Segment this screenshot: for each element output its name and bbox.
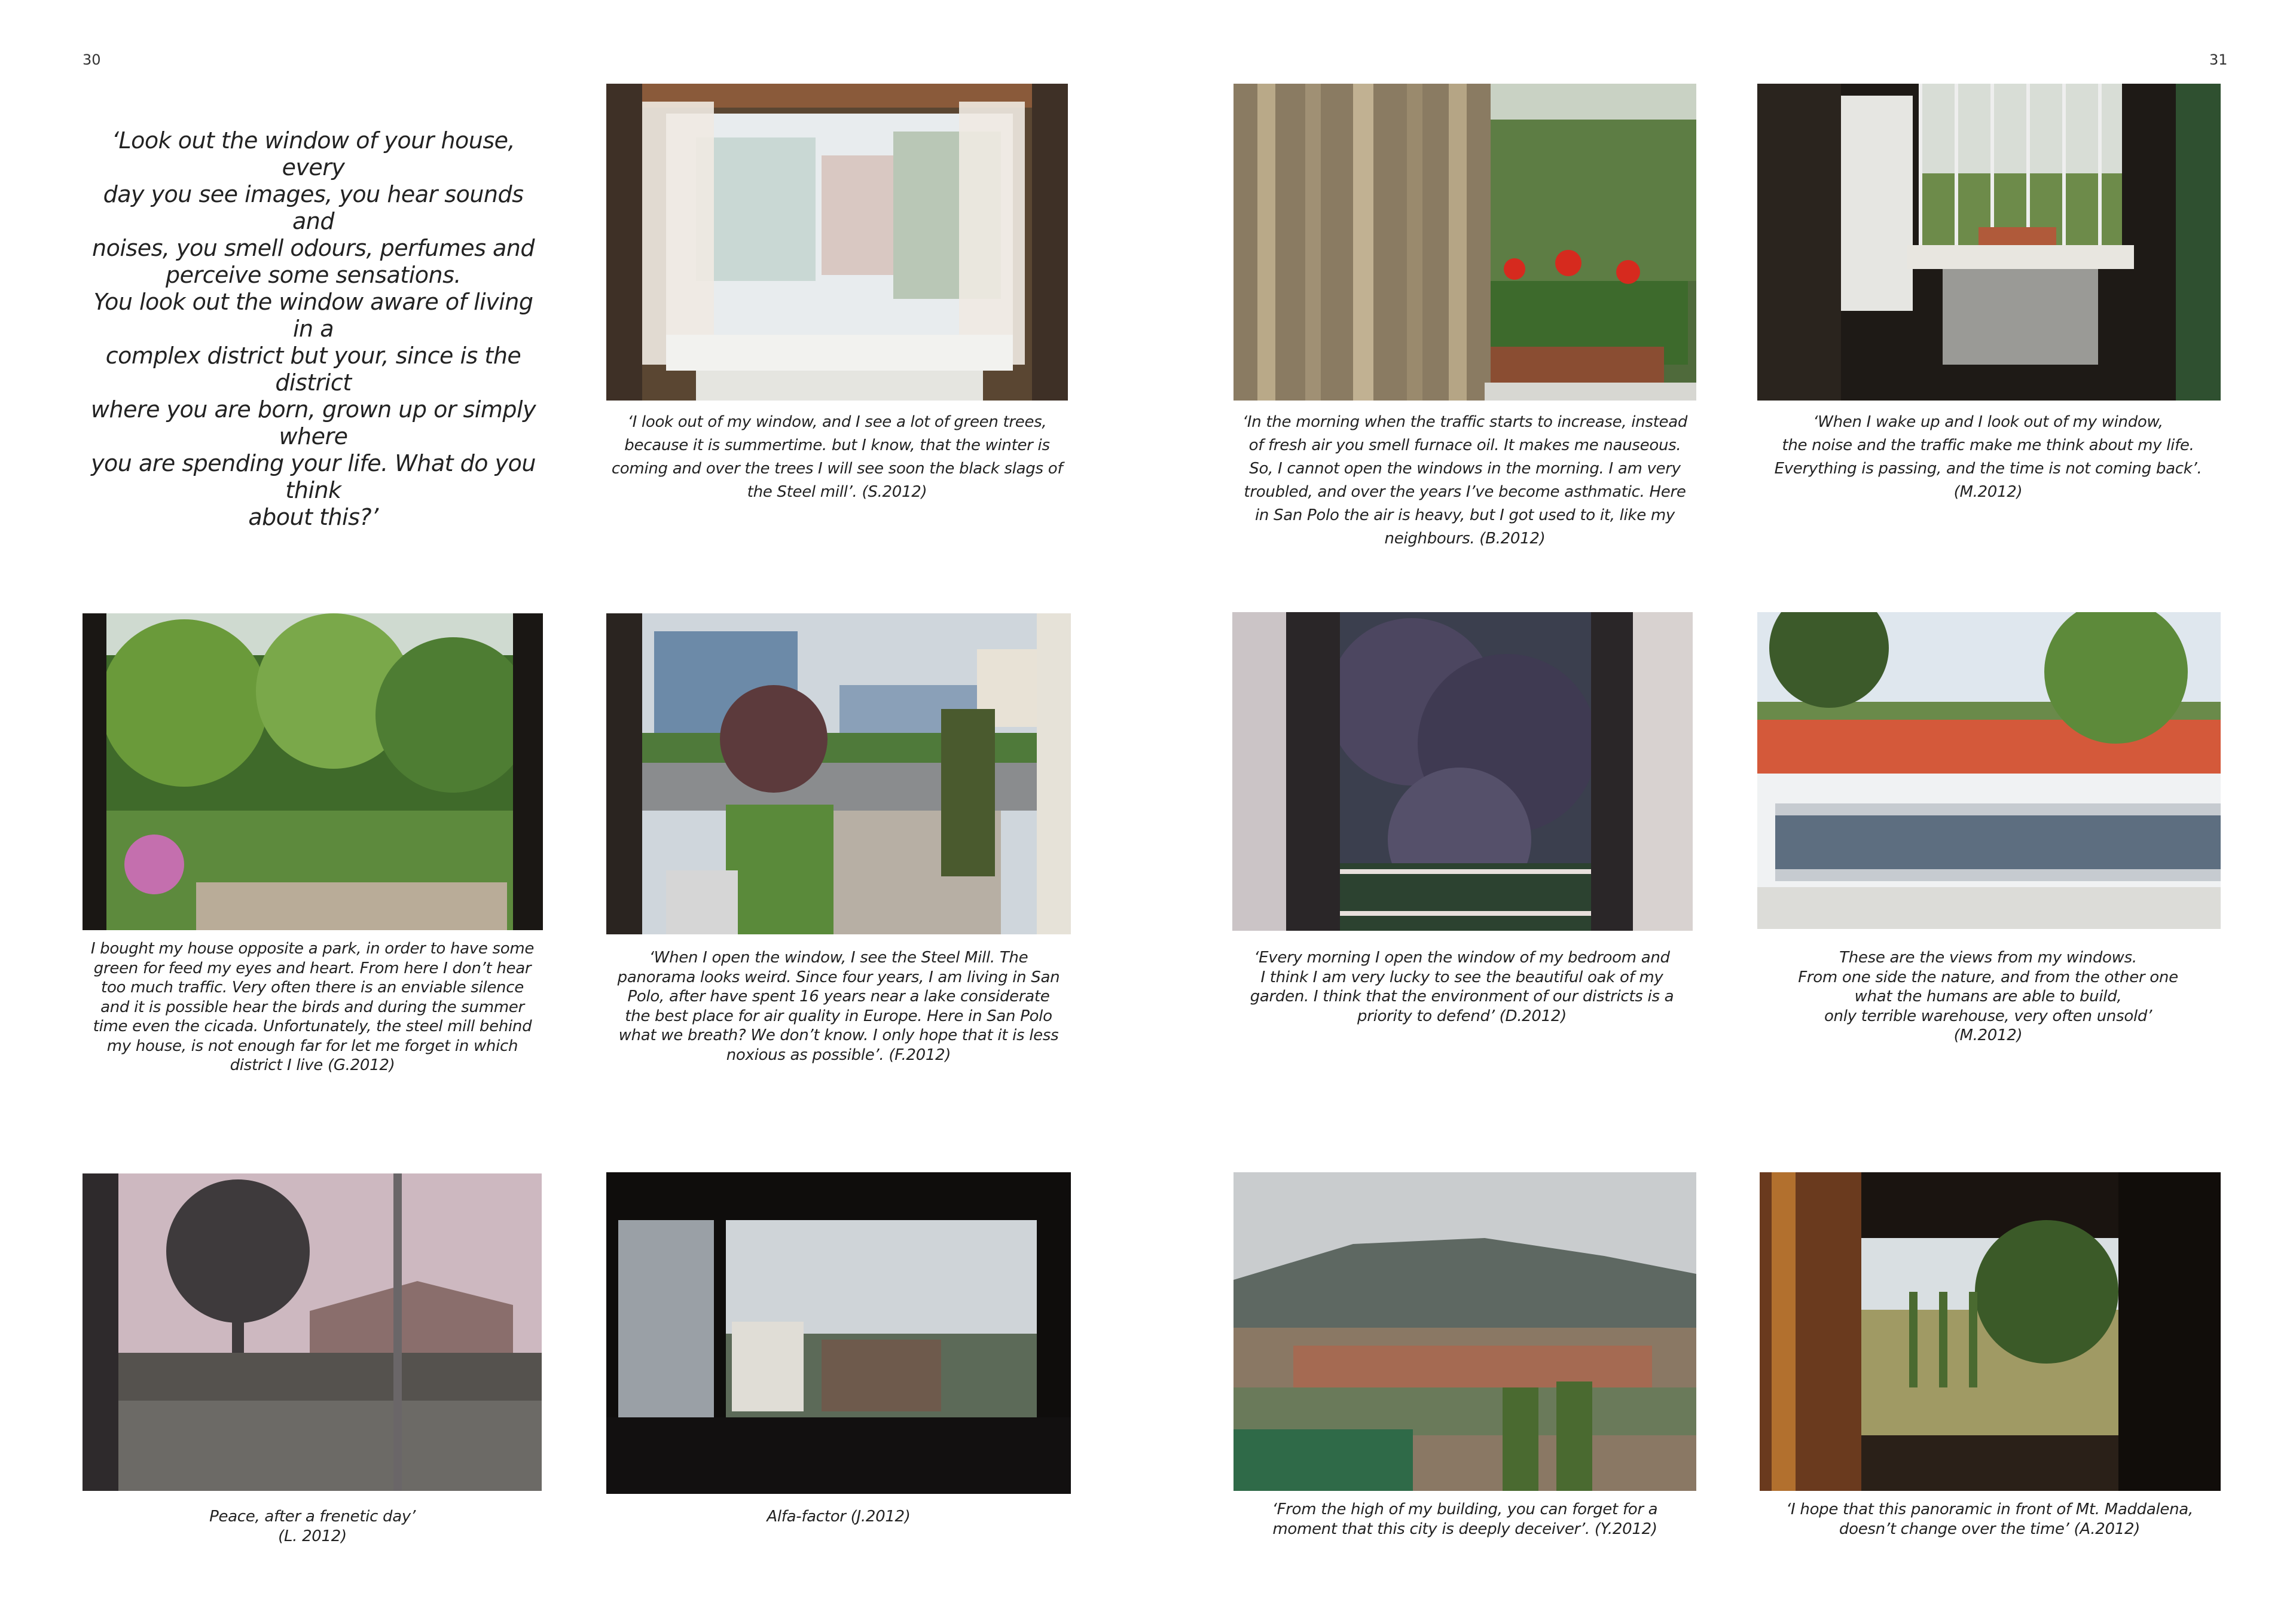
dusk-house-photo (83, 1173, 542, 1491)
caption-l2012: Peace, after a frenetic day’ (L. 2012) (209, 1508, 416, 1545)
caption-a2012: ‘I hope that this panoramic in front of Mt. Maddalena, doesn’t change over the time’ (A.2012) (1786, 1500, 2193, 1538)
park-window-photo (1760, 1172, 2221, 1491)
caption-g2012: I bought my house opposite a park, in order to have some green for feed my eyes and heart. From here I don’t hear too much traffic. Very often there is an enviable silence and it is possible hear the birds and during the summer time even the cicada. Unfortunately, the steel mill behind my house, is not enough far for let me forget in which district I live (G.2012) (90, 940, 535, 1074)
page-number-right: 31 (2209, 51, 2228, 68)
radiator-window-photo (1757, 84, 2221, 401)
caption-d2012: ‘Every morning I open the window of my bedroom and I think I am very lucky to see the beautiful oak of my garden. I think that the environment of our districts is a priority to defend’ (D.2012) (1250, 949, 1674, 1025)
caption-f2012: ‘When I open the window, I see the Steel Mill. The panorama looks weird. Since four years, I am living in San Polo, after have spent 16 years near a lake considerate the best place for air quality in Europe. Here in San Polo what we breath? We don’t know. I only hope that it is less noxious as possible’. (F.2012) (617, 949, 1060, 1064)
garden-view-photo (83, 613, 543, 930)
curtain-geranium-photo (1234, 84, 1696, 401)
caption-m2012b: These are the views from my windows. From one side the nature, and from the other one what the humans are able to build, only terrible warehouse, very often unsold’ (M.2012) (1798, 949, 2178, 1044)
dark-window-city-photo (606, 1172, 1071, 1494)
window-photo (606, 84, 1068, 401)
steel-mill-street-photo (606, 613, 1071, 934)
page-number-left: 30 (83, 51, 101, 68)
valley-aerial-photo (1234, 1172, 1696, 1491)
caption-m2012a: ‘When I wake up and I look out of my window, the noise and the traffic make me think about my life. Everything is passing, and the time is not coming back’. (M.2012) (1774, 413, 2202, 501)
caption-j2012: Alfa-factor (J.2012) (767, 1508, 911, 1526)
caption-y2012: ‘From the high of my building, you can forget for a moment that this city is deeply deceiver’. (Y.2012) (1272, 1500, 1658, 1538)
caption-s2012: ‘I look out of my window, and I see a lot of green trees, because it is summertime. but I know, that the winter is coming and over the trees I will see soon the black slags of the Steel mill’. (S.2012) (611, 413, 1063, 501)
oak-window-photo (1232, 612, 1693, 931)
caption-b2012: ‘In the morning when the traffic starts to increase, instead of fresh air you smell furnace oil. It makes me nauseous. So, I cannot open the windows in the morning. I am very troubled, and over the years I’ve become asthmatic. Here in San Polo the air is heavy, but I got used to it, like my neighbours. (B.2012) (1242, 413, 1688, 548)
intro-quote: ‘Look out the window of your house, every day you see images, you hear sounds and noises, you smell odours, perfumes and perceive some sensations. You look out the window aware of living in a complex district but your, since is the district where you are born, grown up or simply where you are spending your life. What do you think about this?’ (90, 127, 536, 530)
poppy-warehouse-photo (1757, 612, 2221, 929)
